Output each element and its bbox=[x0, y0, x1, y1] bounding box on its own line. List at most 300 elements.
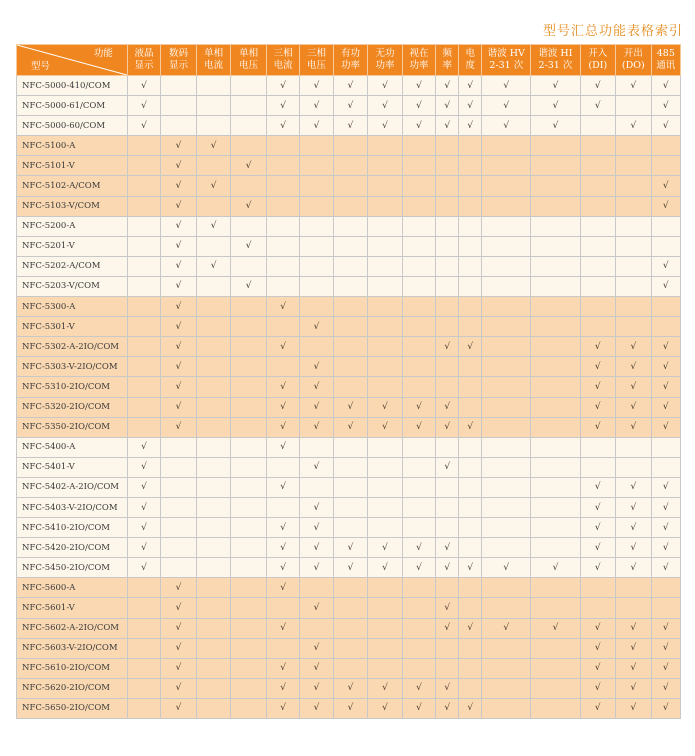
check-mark-cell: √ bbox=[531, 558, 580, 578]
check-mark-cell: √ bbox=[651, 116, 680, 136]
empty-cell bbox=[482, 397, 531, 417]
empty-cell bbox=[266, 276, 299, 296]
table-row bbox=[17, 638, 681, 658]
empty-cell bbox=[531, 698, 580, 718]
column-header bbox=[482, 45, 531, 76]
check-mark-cell: √ bbox=[651, 397, 680, 417]
check-mark-cell: √ bbox=[127, 76, 160, 96]
check-mark-cell: √ bbox=[651, 477, 680, 497]
empty-cell bbox=[127, 196, 160, 216]
check-mark-cell: √ bbox=[616, 638, 652, 658]
empty-cell bbox=[231, 136, 267, 156]
empty-cell bbox=[459, 297, 482, 317]
column-header-line: 功率 bbox=[341, 60, 361, 71]
check-mark-cell: √ bbox=[651, 417, 680, 437]
check-mark-cell: √ bbox=[161, 136, 197, 156]
empty-cell bbox=[531, 256, 580, 276]
empty-cell bbox=[368, 176, 403, 196]
column-header-line: 2-31 次 bbox=[489, 60, 524, 71]
empty-cell bbox=[196, 317, 231, 337]
model-cell: NFC-5202-A/COM bbox=[17, 256, 128, 276]
check-mark-cell: √ bbox=[161, 256, 197, 276]
empty-cell bbox=[368, 437, 403, 457]
empty-cell bbox=[300, 437, 333, 457]
model-cell: NFC-5603-V-2IO/COM bbox=[17, 638, 128, 658]
check-mark-cell: √ bbox=[436, 337, 459, 357]
empty-cell bbox=[482, 236, 531, 256]
empty-cell bbox=[333, 578, 368, 598]
column-header-line: 开出 bbox=[623, 48, 643, 59]
check-mark-cell: √ bbox=[580, 477, 616, 497]
check-mark-cell: √ bbox=[266, 337, 299, 357]
empty-cell bbox=[127, 377, 160, 397]
check-mark-cell: √ bbox=[459, 698, 482, 718]
empty-cell bbox=[482, 196, 531, 216]
empty-cell bbox=[580, 136, 616, 156]
empty-cell bbox=[127, 598, 160, 618]
empty-cell bbox=[161, 497, 197, 517]
empty-cell bbox=[231, 216, 267, 236]
empty-cell bbox=[651, 136, 680, 156]
table-row bbox=[17, 497, 681, 517]
model-cell: NFC-5600-A bbox=[17, 578, 128, 598]
table-row bbox=[17, 477, 681, 497]
model-cell: NFC-5101-V bbox=[17, 156, 128, 176]
empty-cell bbox=[436, 377, 459, 397]
empty-cell bbox=[482, 578, 531, 598]
empty-cell bbox=[580, 598, 616, 618]
column-header bbox=[531, 45, 580, 76]
empty-cell bbox=[482, 698, 531, 718]
empty-cell bbox=[580, 256, 616, 276]
empty-cell bbox=[333, 598, 368, 618]
empty-cell bbox=[196, 618, 231, 638]
empty-cell bbox=[231, 457, 267, 477]
empty-cell bbox=[196, 297, 231, 317]
model-cell: NFC-5301-V bbox=[17, 317, 128, 337]
check-mark-cell: √ bbox=[333, 417, 368, 437]
empty-cell bbox=[231, 116, 267, 136]
check-mark-cell: √ bbox=[161, 196, 197, 216]
check-mark-cell: √ bbox=[616, 357, 652, 377]
check-mark-cell: √ bbox=[482, 76, 531, 96]
column-header-line: 三相 bbox=[273, 48, 293, 59]
check-mark-cell: √ bbox=[459, 96, 482, 116]
empty-cell bbox=[616, 176, 652, 196]
table-row bbox=[17, 156, 681, 176]
column-header-line: 显示 bbox=[169, 60, 189, 71]
model-cell: NFC-5420-2IO/COM bbox=[17, 538, 128, 558]
empty-cell bbox=[651, 236, 680, 256]
check-mark-cell: √ bbox=[402, 678, 435, 698]
empty-cell bbox=[436, 156, 459, 176]
column-header-line: 谐波 HV bbox=[487, 48, 525, 59]
empty-cell bbox=[402, 437, 435, 457]
check-mark-cell: √ bbox=[580, 96, 616, 116]
empty-cell bbox=[300, 196, 333, 216]
check-mark-cell: √ bbox=[266, 417, 299, 437]
check-mark-cell: √ bbox=[161, 156, 197, 176]
empty-cell bbox=[616, 256, 652, 276]
check-mark-cell: √ bbox=[436, 96, 459, 116]
check-mark-cell: √ bbox=[300, 357, 333, 377]
empty-cell bbox=[231, 618, 267, 638]
empty-cell bbox=[161, 477, 197, 497]
empty-cell bbox=[436, 638, 459, 658]
empty-cell bbox=[333, 457, 368, 477]
check-mark-cell: √ bbox=[651, 638, 680, 658]
check-mark-cell: √ bbox=[580, 357, 616, 377]
empty-cell bbox=[651, 317, 680, 337]
check-mark-cell: √ bbox=[161, 618, 197, 638]
empty-cell bbox=[333, 638, 368, 658]
check-mark-cell: √ bbox=[300, 518, 333, 538]
empty-cell bbox=[436, 136, 459, 156]
empty-cell bbox=[580, 578, 616, 598]
table-row bbox=[17, 96, 681, 116]
empty-cell bbox=[368, 377, 403, 397]
empty-cell bbox=[231, 558, 267, 578]
empty-cell bbox=[231, 638, 267, 658]
table-row bbox=[17, 678, 681, 698]
check-mark-cell: √ bbox=[651, 538, 680, 558]
check-mark-cell: √ bbox=[196, 136, 231, 156]
column-header bbox=[459, 45, 482, 76]
check-mark-cell: √ bbox=[402, 538, 435, 558]
empty-cell bbox=[266, 156, 299, 176]
empty-cell bbox=[196, 276, 231, 296]
check-mark-cell: √ bbox=[402, 417, 435, 437]
check-mark-cell: √ bbox=[580, 76, 616, 96]
check-mark-cell: √ bbox=[266, 678, 299, 698]
empty-cell bbox=[333, 658, 368, 678]
empty-cell bbox=[368, 337, 403, 357]
empty-cell bbox=[127, 397, 160, 417]
empty-cell bbox=[368, 618, 403, 638]
empty-cell bbox=[196, 678, 231, 698]
empty-cell bbox=[333, 618, 368, 638]
empty-cell bbox=[333, 297, 368, 317]
empty-cell bbox=[531, 357, 580, 377]
check-mark-cell: √ bbox=[161, 397, 197, 417]
empty-cell bbox=[402, 156, 435, 176]
empty-cell bbox=[482, 638, 531, 658]
empty-cell bbox=[459, 518, 482, 538]
empty-cell bbox=[531, 538, 580, 558]
empty-cell bbox=[651, 437, 680, 457]
check-mark-cell: √ bbox=[127, 96, 160, 116]
empty-cell bbox=[459, 377, 482, 397]
empty-cell bbox=[127, 156, 160, 176]
check-mark-cell: √ bbox=[266, 578, 299, 598]
column-header bbox=[580, 45, 616, 76]
empty-cell bbox=[231, 417, 267, 437]
empty-cell bbox=[459, 196, 482, 216]
check-mark-cell: √ bbox=[333, 116, 368, 136]
check-mark-cell: √ bbox=[402, 116, 435, 136]
check-mark-cell: √ bbox=[616, 518, 652, 538]
check-mark-cell: √ bbox=[161, 317, 197, 337]
empty-cell bbox=[459, 317, 482, 337]
check-mark-cell: √ bbox=[196, 256, 231, 276]
check-mark-cell: √ bbox=[161, 638, 197, 658]
column-header-line: 电流 bbox=[273, 60, 293, 71]
empty-cell bbox=[368, 598, 403, 618]
check-mark-cell: √ bbox=[161, 658, 197, 678]
empty-cell bbox=[531, 417, 580, 437]
column-header-line: 功率 bbox=[375, 60, 395, 71]
empty-cell bbox=[402, 317, 435, 337]
empty-cell bbox=[333, 176, 368, 196]
empty-cell bbox=[333, 317, 368, 337]
empty-cell bbox=[231, 297, 267, 317]
empty-cell bbox=[436, 276, 459, 296]
empty-cell bbox=[459, 538, 482, 558]
empty-cell bbox=[616, 317, 652, 337]
empty-cell bbox=[616, 437, 652, 457]
empty-cell bbox=[402, 618, 435, 638]
check-mark-cell: √ bbox=[459, 76, 482, 96]
check-mark-cell: √ bbox=[368, 76, 403, 96]
check-mark-cell: √ bbox=[651, 678, 680, 698]
table-row bbox=[17, 437, 681, 457]
empty-cell bbox=[531, 497, 580, 517]
column-header-line: 电压 bbox=[307, 60, 327, 71]
table-row bbox=[17, 538, 681, 558]
check-mark-cell: √ bbox=[402, 76, 435, 96]
empty-cell bbox=[333, 437, 368, 457]
check-mark-cell: √ bbox=[266, 538, 299, 558]
empty-cell bbox=[161, 457, 197, 477]
empty-cell bbox=[300, 477, 333, 497]
check-mark-cell: √ bbox=[266, 397, 299, 417]
model-cell: NFC-5650-2IO/COM bbox=[17, 698, 128, 718]
empty-cell bbox=[196, 96, 231, 116]
model-cell: NFC-5610-2IO/COM bbox=[17, 658, 128, 678]
empty-cell bbox=[580, 457, 616, 477]
check-mark-cell: √ bbox=[231, 196, 267, 216]
empty-cell bbox=[300, 136, 333, 156]
check-mark-cell: √ bbox=[580, 497, 616, 517]
table-row bbox=[17, 216, 681, 236]
empty-cell bbox=[482, 598, 531, 618]
check-mark-cell: √ bbox=[616, 477, 652, 497]
check-mark-cell: √ bbox=[300, 497, 333, 517]
empty-cell bbox=[300, 176, 333, 196]
table-row bbox=[17, 297, 681, 317]
empty-cell bbox=[333, 518, 368, 538]
column-header-line: 电流 bbox=[204, 60, 224, 71]
column-header-line: 单相 bbox=[204, 48, 224, 59]
empty-cell bbox=[300, 156, 333, 176]
empty-cell bbox=[482, 678, 531, 698]
empty-cell bbox=[459, 216, 482, 236]
empty-cell bbox=[266, 638, 299, 658]
empty-cell bbox=[127, 678, 160, 698]
check-mark-cell: √ bbox=[300, 116, 333, 136]
empty-cell bbox=[616, 297, 652, 317]
empty-cell bbox=[402, 236, 435, 256]
empty-cell bbox=[402, 297, 435, 317]
check-mark-cell: √ bbox=[127, 518, 160, 538]
check-mark-cell: √ bbox=[580, 538, 616, 558]
empty-cell bbox=[266, 497, 299, 517]
empty-cell bbox=[127, 176, 160, 196]
empty-cell bbox=[300, 337, 333, 357]
empty-cell bbox=[127, 276, 160, 296]
empty-cell bbox=[300, 216, 333, 236]
table-row bbox=[17, 578, 681, 598]
empty-cell bbox=[266, 236, 299, 256]
empty-cell bbox=[231, 497, 267, 517]
model-cell: NFC-5403-V-2IO/COM bbox=[17, 497, 128, 517]
empty-cell bbox=[402, 136, 435, 156]
check-mark-cell: √ bbox=[482, 558, 531, 578]
table-row bbox=[17, 558, 681, 578]
check-mark-cell: √ bbox=[266, 477, 299, 497]
check-mark-cell: √ bbox=[580, 518, 616, 538]
empty-cell bbox=[459, 357, 482, 377]
empty-cell bbox=[127, 417, 160, 437]
empty-cell bbox=[459, 477, 482, 497]
check-mark-cell: √ bbox=[580, 678, 616, 698]
check-mark-cell: √ bbox=[368, 397, 403, 417]
empty-cell bbox=[368, 518, 403, 538]
empty-cell bbox=[459, 658, 482, 678]
empty-cell bbox=[127, 578, 160, 598]
empty-cell bbox=[333, 196, 368, 216]
column-header bbox=[161, 45, 197, 76]
check-mark-cell: √ bbox=[368, 538, 403, 558]
empty-cell bbox=[482, 538, 531, 558]
check-mark-cell: √ bbox=[580, 397, 616, 417]
empty-cell bbox=[459, 156, 482, 176]
check-mark-cell: √ bbox=[333, 538, 368, 558]
empty-cell bbox=[459, 176, 482, 196]
corner-model-label: 型号 bbox=[31, 61, 51, 72]
column-header-line: 485 bbox=[656, 48, 675, 59]
empty-cell bbox=[333, 276, 368, 296]
empty-cell bbox=[616, 196, 652, 216]
empty-cell bbox=[231, 96, 267, 116]
table-row bbox=[17, 357, 681, 377]
empty-cell bbox=[616, 457, 652, 477]
check-mark-cell: √ bbox=[651, 377, 680, 397]
check-mark-cell: √ bbox=[616, 377, 652, 397]
check-mark-cell: √ bbox=[651, 558, 680, 578]
empty-cell bbox=[266, 317, 299, 337]
check-mark-cell: √ bbox=[616, 497, 652, 517]
empty-cell bbox=[196, 658, 231, 678]
check-mark-cell: √ bbox=[300, 96, 333, 116]
empty-cell bbox=[580, 276, 616, 296]
empty-cell bbox=[231, 256, 267, 276]
check-mark-cell: √ bbox=[616, 698, 652, 718]
empty-cell bbox=[459, 276, 482, 296]
check-mark-cell: √ bbox=[231, 276, 267, 296]
check-mark-cell: √ bbox=[161, 357, 197, 377]
empty-cell bbox=[333, 337, 368, 357]
column-header bbox=[402, 45, 435, 76]
model-cell: NFC-5100-A bbox=[17, 136, 128, 156]
empty-cell bbox=[459, 437, 482, 457]
empty-cell bbox=[368, 256, 403, 276]
empty-cell bbox=[196, 538, 231, 558]
empty-cell bbox=[196, 638, 231, 658]
check-mark-cell: √ bbox=[161, 578, 197, 598]
check-mark-cell: √ bbox=[161, 698, 197, 718]
empty-cell bbox=[531, 477, 580, 497]
model-cell: NFC-5601-V bbox=[17, 598, 128, 618]
empty-cell bbox=[368, 638, 403, 658]
empty-cell bbox=[531, 276, 580, 296]
empty-cell bbox=[482, 317, 531, 337]
check-mark-cell: √ bbox=[127, 558, 160, 578]
empty-cell bbox=[482, 176, 531, 196]
column-header-line: 三相 bbox=[307, 48, 327, 59]
check-mark-cell: √ bbox=[402, 558, 435, 578]
empty-cell bbox=[231, 357, 267, 377]
check-mark-cell: √ bbox=[231, 236, 267, 256]
check-mark-cell: √ bbox=[161, 216, 197, 236]
check-mark-cell: √ bbox=[231, 156, 267, 176]
empty-cell bbox=[402, 658, 435, 678]
empty-cell bbox=[651, 457, 680, 477]
check-mark-cell: √ bbox=[300, 678, 333, 698]
empty-cell bbox=[436, 497, 459, 517]
check-mark-cell: √ bbox=[616, 397, 652, 417]
empty-cell bbox=[531, 337, 580, 357]
empty-cell bbox=[196, 156, 231, 176]
column-header-line: 通讯 bbox=[656, 60, 676, 71]
empty-cell bbox=[531, 377, 580, 397]
empty-cell bbox=[231, 538, 267, 558]
empty-cell bbox=[266, 196, 299, 216]
check-mark-cell: √ bbox=[459, 417, 482, 437]
empty-cell bbox=[580, 437, 616, 457]
check-mark-cell: √ bbox=[300, 598, 333, 618]
empty-cell bbox=[531, 236, 580, 256]
empty-cell bbox=[402, 256, 435, 276]
empty-cell bbox=[333, 236, 368, 256]
empty-cell bbox=[531, 297, 580, 317]
empty-cell bbox=[231, 377, 267, 397]
empty-cell bbox=[436, 216, 459, 236]
empty-cell bbox=[333, 136, 368, 156]
empty-cell bbox=[651, 156, 680, 176]
empty-cell bbox=[402, 598, 435, 618]
model-cell: NFC-5000-61/COM bbox=[17, 96, 128, 116]
check-mark-cell: √ bbox=[482, 116, 531, 136]
model-cell: NFC-5200-A bbox=[17, 216, 128, 236]
table-row bbox=[17, 276, 681, 296]
check-mark-cell: √ bbox=[459, 618, 482, 638]
check-mark-cell: √ bbox=[402, 397, 435, 417]
empty-cell bbox=[436, 357, 459, 377]
check-mark-cell: √ bbox=[651, 658, 680, 678]
check-mark-cell: √ bbox=[651, 618, 680, 638]
empty-cell bbox=[482, 136, 531, 156]
table-row bbox=[17, 136, 681, 156]
check-mark-cell: √ bbox=[531, 76, 580, 96]
empty-cell bbox=[531, 156, 580, 176]
column-header-line: 频 bbox=[442, 48, 452, 59]
empty-cell bbox=[616, 216, 652, 236]
empty-cell bbox=[531, 437, 580, 457]
table-body bbox=[17, 76, 681, 719]
empty-cell bbox=[482, 256, 531, 276]
empty-cell bbox=[531, 678, 580, 698]
